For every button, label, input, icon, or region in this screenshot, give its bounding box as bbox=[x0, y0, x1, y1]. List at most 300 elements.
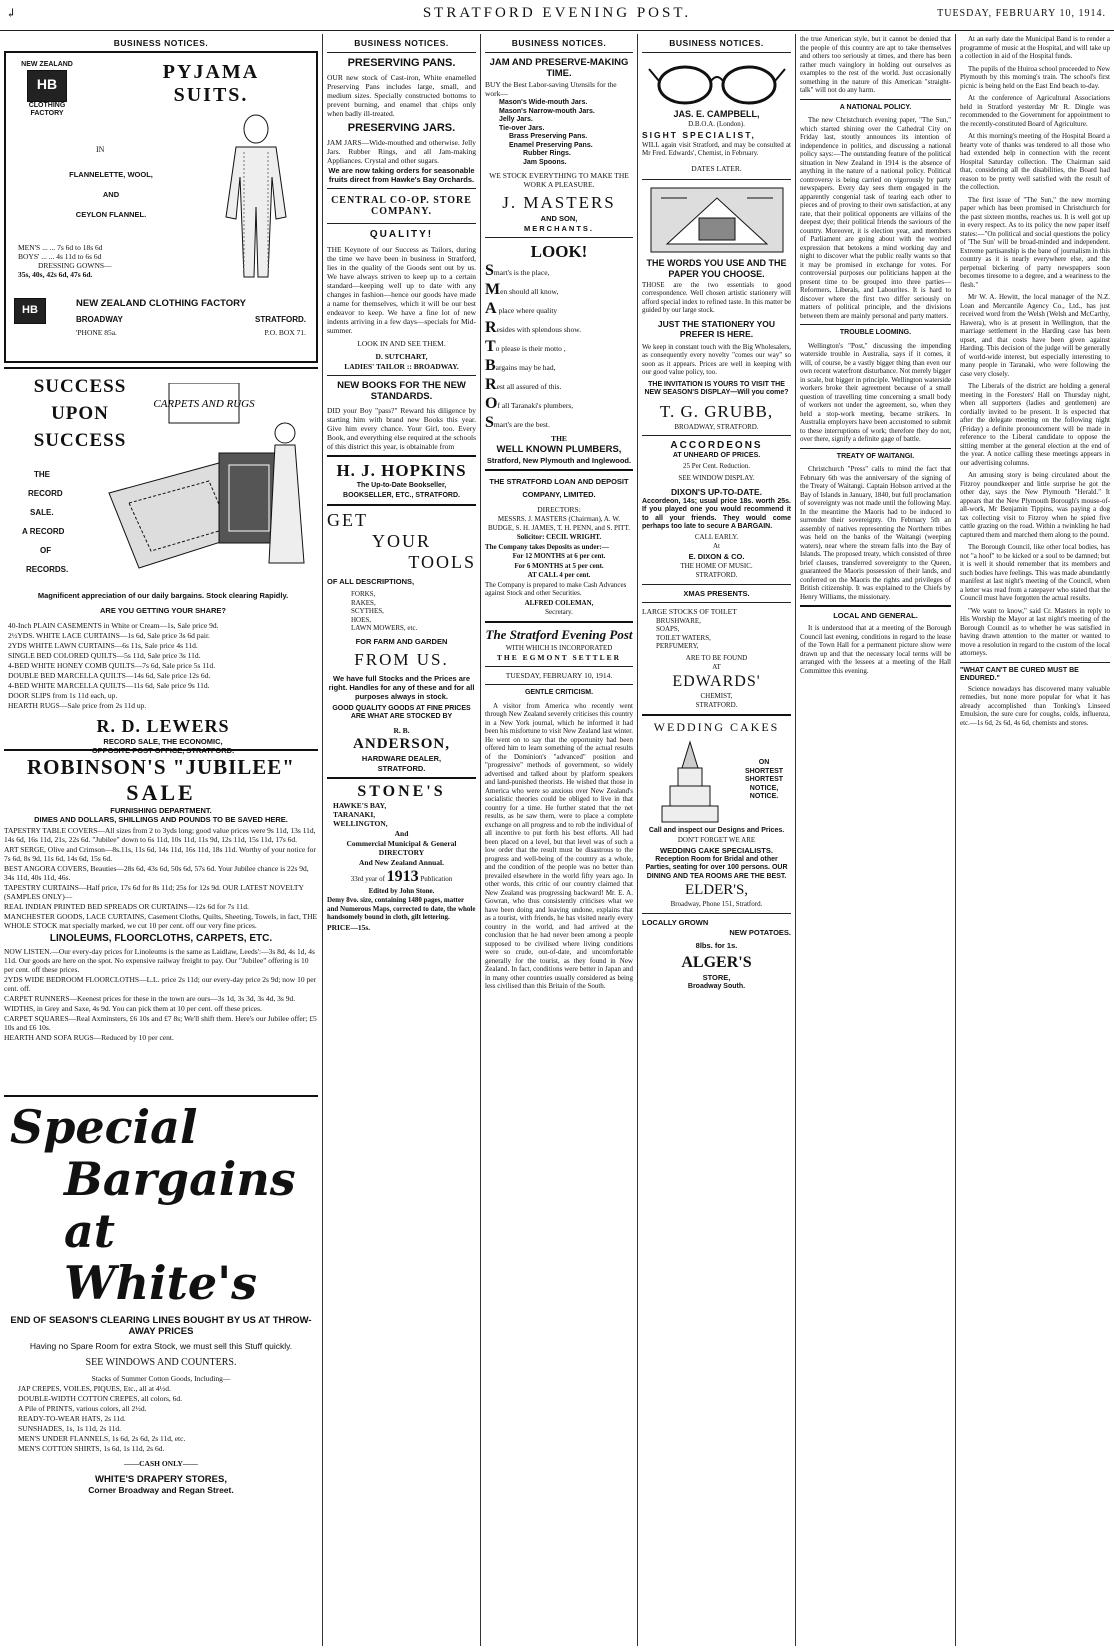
robinson-item: TAPESTRY CURTAINS—Half price, 17s 6d for 8s 11d; 25s for 12s 9d. OUR LATEST NOVELTY (SAMPLES ONLY)— bbox=[4, 883, 304, 901]
local-paragraph: The Borough Council, like other local bodies, has not "a hoof" to be kicked or a soul to be damned; but it is well it should remember that its members and such bodies have feelings. This was made abundantly manifest at last night's meeting of the Council, when a letter was read from a ratepayer who stated that the Council must have forgotten the actual results. bbox=[960, 543, 1110, 602]
linoleum-item: WIDTHS, in Grey and Saxe, 4s 9d. You can pick them at 10 per cent. off these prices. bbox=[4, 1004, 262, 1013]
lewers-item: DOUBLE BED MARCELLA QUILTS—14s 6d, Sale price 12s 6d. bbox=[8, 671, 211, 680]
robinson-item: MANCHESTER GOODS, LACE CURTAINS, Casement Cloths, Quilts, Sheeting, Towels, in fact, THE WHOLE STOCK mat specially marked, we cut 10 per cent. off our very fine prices. bbox=[4, 912, 318, 930]
xmas-presents: XMAS PRESENTS. bbox=[683, 588, 750, 598]
logo-top-text: NEW ZEALAND bbox=[21, 61, 73, 68]
new-books-title: NEW BOOKS FOR THE NEW STANDARDS. bbox=[337, 380, 466, 402]
share-question: ARE YOU GETTING YOUR SHARE? bbox=[100, 606, 226, 615]
whites-line: MEN'S UNDER FLANNELS, 1s 6d, 2s 6d, 2s 11d, etc. bbox=[18, 1434, 186, 1443]
broadway-label: BROADWAY bbox=[76, 315, 123, 324]
buy-line: BUY the Best Labor-saving Utensils for the work— bbox=[485, 80, 617, 98]
whites-corner: Corner Broadway and Regan Street. bbox=[88, 1485, 234, 1495]
deposit-rate: AT CALL 4 per cent. bbox=[527, 571, 591, 579]
desk-stationery-illustration bbox=[647, 184, 787, 256]
fabric-2: AND bbox=[102, 190, 120, 199]
acrostic-line bbox=[485, 358, 633, 376]
gentle-criticism-text: A visitor from America who recently went through New Zealand severely criticises this country in a New York journal, which he informed it had been his misfortune to visit New Zealand last winter. He went on to say that the opportunity had been offered him to learn something of the actual results of the Dominion's "advanced" position and "progressive" methods of government, so widely advertised and talked about by platform speakers and land-punished theorists. He wished that those in America who were so anxious over New Zealand's socialistic theories could be obliged to live in that country for a time. He further stated that the net results, as he saw them, were to place a complete exchange on all progress and to rob the individual of all incentive to put forth his best efforts. All had been placed on a level, but that level was of such a low order that the result must be disastrous to the progress and well-being of the country as a whole, and the condition of the people was no better than prevailed elsewhere in the world fifty years ago. In other words, this critic of our country claimed that New Zealand was progressing backward! Mr. E. A. Gowran, who thus consistently criticises what we have been doing and leaving undone, explains that as a tourist, with friends, he has visited nearly every country in the world, and had arrived at the conclusion that he had never been among a people supposed to be civilised where living conditions were so crude, out-of-date, and uncomfortable generally for the tourist, as they found in New Zealand. In fact, conditions were better in Japan and in many other countries usually considered as being less civilised than this Britain of the South. bbox=[485, 701, 633, 990]
factory-location bbox=[76, 315, 306, 324]
dixon-place: STRATFORD. bbox=[695, 571, 738, 579]
acrostic-line bbox=[485, 320, 633, 338]
robinson-item: TAPESTRY TABLE COVERS—All sizes from 2 to 3yds long; good value prices were 9s 11d, 13s 11d, 14s 6d, 16s 11d, 21s, 22s 6d. "Jubilee" down to 6s 11d, 10s 11d, 11s 9d, 12s 11d, 15s 11d, 17s 6d. bbox=[4, 826, 316, 844]
toilet-item: PERFUMERY, bbox=[656, 642, 699, 650]
lewers-item: 4-BED WHITE HONEY COMB QUILTS—7s 6d, Sale price 5s 11d. bbox=[8, 661, 216, 670]
stones-place: HAWKE'S BAY, bbox=[333, 800, 387, 810]
stones-publication: Publication bbox=[420, 874, 453, 883]
acrostic-text: f all Taranaki's plumbers, bbox=[497, 401, 574, 410]
toilet-item: TOILET WATERS, bbox=[656, 633, 711, 642]
local-paragraph: The Liberals of the district are holding a general meeting in the Foresters' Hall on Thursday night, when all supporters (ladies and gentlemen) are cordially invited to be present. It is expected that after the delegate meeting on the following night (Friday) a definite pronouncement will be made in reference to the Liberal candidate to oppose the sitting member at the general election at the end of the year. A notice calling these meetings appears in our advertising columns. bbox=[960, 382, 1110, 467]
stones-details: Demy 8vo. size, containing 1480 pages, matter and Numerous Maps, corrected to date, the whole handsomely bound in cloth, gilt lettering. bbox=[327, 896, 476, 921]
masters-name: J. MASTERS bbox=[502, 193, 616, 212]
jam-item: Tie-over Jars. bbox=[499, 124, 545, 132]
local-paragraph: The pupils of the Huiroa school proceeded to New Plymouth by this morning's train. The school's first picnic is being held on the East End beach to-day. bbox=[960, 64, 1110, 90]
whites-line: A Pile of PRINTS, various colors, all 2½d. bbox=[18, 1404, 147, 1413]
saved-line: DIMES AND DOLLARS, SHILLINGS AND POUNDS TO BE SAVED HERE. bbox=[34, 815, 288, 824]
lewers-name: R. D. LEWERS bbox=[96, 716, 230, 736]
tools-list bbox=[327, 590, 476, 633]
factory-info bbox=[76, 298, 306, 337]
divider bbox=[327, 188, 476, 189]
hopkins-sub: The Up-to-Date Bookseller, bbox=[356, 482, 447, 489]
stones-place: WELLINGTON, bbox=[333, 818, 388, 828]
script-special: Special bbox=[10, 1101, 198, 1154]
dixon-at: At bbox=[713, 542, 720, 550]
chemist-place: STRATFORD. bbox=[695, 701, 738, 709]
deposit-rate: For 6 MONTHS at 5 per cent. bbox=[514, 561, 604, 570]
lewers-item: HEARTH RUGS—Sale price from 2s 11d up. bbox=[8, 701, 147, 710]
campbell-visit-note: WILL again visit Stratford, and may be consulted at Mr Fred. Edwards', Chemist, in February. bbox=[642, 140, 791, 157]
acrostic-line bbox=[485, 301, 633, 319]
divider bbox=[642, 602, 791, 603]
dixon-name: E. DIXON & CO. bbox=[688, 551, 745, 561]
robinson-items bbox=[4, 826, 318, 930]
stones-places bbox=[327, 801, 476, 828]
anderson-name: ANDERSON, bbox=[353, 735, 450, 752]
divider bbox=[642, 435, 791, 436]
words-you-use-title: THE WORDS YOU USE AND THE PAPER YOU CHOOSE. bbox=[646, 257, 787, 279]
divider bbox=[642, 913, 791, 914]
tool-item: LAWN MOWERS, etc. bbox=[351, 624, 418, 632]
we-stock-line: WE STOCK EVERYTHING TO MAKE THE WORK A PLEASURE. bbox=[489, 171, 629, 189]
divider bbox=[327, 504, 476, 506]
toilet-item: SOAPS, bbox=[656, 625, 680, 633]
linoleum-item: 2YDS WIDE BEDROOM FLOORCLOTHS—L.L. price 2s 11d; our every-day price 2s 9d; now 10 per cent. off. bbox=[4, 975, 317, 993]
linoleum-item: CARPET SQUARES—Real Axminsters, £6 10s and £7 8s; We'll shift them. Here's our Jubilee offer; £5 10s and £6 10s. bbox=[4, 1014, 317, 1032]
column-3 bbox=[480, 34, 637, 1646]
acrostic-initial: B bbox=[485, 357, 496, 374]
notice-word: SHORTEST bbox=[744, 767, 784, 775]
dont-forget: DON'T FORGET WE ARE bbox=[677, 836, 756, 844]
deposits-line: The Company takes Deposits as under:— bbox=[485, 542, 609, 551]
jam-list bbox=[485, 99, 633, 167]
whites-line: MEN'S COTTON SHIRTS, 1s 6d, 1s 11d, 2s 6d. bbox=[18, 1444, 165, 1453]
masthead bbox=[0, 0, 1114, 31]
jam-item: Jelly Jars. bbox=[499, 116, 533, 123]
call-inspect: Call and inspect our Designs and Prices. bbox=[648, 826, 785, 834]
lewers-item: 40-Inch PLAIN CASEMENTS in White or Cream—1s, Sale price 9d. bbox=[8, 621, 219, 630]
factory-name: NEW ZEALAND CLOTHING FACTORY bbox=[76, 298, 246, 309]
acrostic-initial: S bbox=[485, 262, 494, 279]
notice-word: NOTICE, bbox=[749, 784, 779, 792]
preserving-jars-text: JAM JARS—Wide-mouthed and otherwise. Jelly Jars. Rubber Rings, and all Jam-making Appliances. Crystal and other sugars. bbox=[327, 138, 476, 165]
preserving-jars-title: PRESERVING JARS. bbox=[347, 122, 456, 134]
advances-line: The Company is prepared to make Cash Advances against Stock and other Securities. bbox=[485, 580, 627, 597]
sight-specialist: SIGHT SPECIALIST, bbox=[642, 129, 756, 140]
divider bbox=[4, 367, 318, 369]
robinson-item: ART SERGE, Olive and Crimson—8s.11s, 11s 6d, 14s 11d, 16s 11d, 18s 11d. Worthy of your notice for 7s 6d, 8s 9d, 11s 6d, 14s 6d, 15s 6d. bbox=[4, 845, 316, 863]
hopkins-name: H. J. HOPKINS bbox=[336, 461, 467, 480]
acrostic-line bbox=[485, 263, 633, 281]
divider bbox=[642, 52, 791, 53]
window-display: SEE WINDOW DISPLAY. bbox=[678, 474, 755, 482]
locally-grown: LOCALLY GROWN bbox=[642, 917, 709, 927]
orders-note: We are now taking orders for seasonable fruits direct from Hawke's Bay Orchards. bbox=[328, 166, 475, 184]
edwards-at: AT bbox=[712, 663, 721, 671]
pyjama-title: PYJAMA SUITS. bbox=[162, 61, 260, 106]
secretary-name: ALFRED COLEMAN, bbox=[524, 598, 594, 607]
lewers-item: SINGLE BED COLORED QUILTS—5s 11d, Sale price 3s 11d. bbox=[8, 651, 201, 660]
jam-item: Enamel Preserving Pans. bbox=[509, 141, 593, 149]
carpets-and-rugs-illustration bbox=[99, 383, 314, 583]
column-6 bbox=[955, 34, 1114, 1646]
paper-title: STRATFORD EVENING POST. bbox=[422, 5, 692, 21]
acrostic-initial: O bbox=[485, 395, 498, 412]
divider bbox=[4, 1095, 318, 1097]
hb-logo-mark: HB bbox=[27, 70, 67, 102]
article-continuation: the true American style, but it cannot be denied that the people of this country are apt to take themselves and others too seriously at times, and there has been rather much vainglory in holding out ourselves as examples to the rest of the world. Just occasionally something in the nature of this American "straight-talk" will not do any harm. bbox=[800, 35, 951, 94]
campbell-qualification: D.B.O.A. (London). bbox=[688, 120, 745, 128]
invitation-line: THE INVITATION IS YOURS TO VISIT THE NEW SEASON'S DISPLAY—Will you come? bbox=[644, 380, 789, 396]
whites-lines bbox=[4, 1384, 318, 1453]
preserving-pans-text: OUR new stock of Cast-iron, White enamelled Preserving Pans includes large, small, and medium sizes. Specially constructed bottoms to prevent burning, and enamel that chips only when badly ill-treated. bbox=[327, 73, 476, 118]
hb-logo bbox=[14, 61, 80, 119]
look-in-line: LOOK IN AND SEE THEM. bbox=[357, 339, 446, 348]
sutchart-name: D. SUTCHART, bbox=[375, 352, 428, 361]
whites-line: DOUBLE-WIDTH COTTON CREPES, all colors, 6d. bbox=[18, 1394, 183, 1403]
divider bbox=[485, 469, 633, 471]
ladies-tailor: LADIES' TAILOR :: BROADWAY. bbox=[344, 362, 459, 371]
whites-bargains-ad bbox=[4, 1101, 318, 1531]
national-policy-text: The new Christchurch evening paper, "The Sun," which started shining over the Cathedral City on Friday last, stoutly announces its intention of independence in politics, and discussing a national policy says:—The outstanding feature of the political situation in New Zealand in 1914 is the absence of anything in the nature of a national policy. Political controversy is being carried on vigorously by party newspapers. Every day sees them engaged in the apparently congenial task of tearing each other to pieces and of proving to their own satisfaction, at any rate, that their political opponents are villains of the deepest dye; their political friends the saviours of the country. Moreover, it is election year, and members of Parliament are going about with the worried expression that betokens a mind working day and night to discover what the public really wants so that it may be promised in exchange for votes. For controversial purposes our politicians happen at the present time to be grouped into three parties—Reformers, Liberals, and Labourites. It is hard to discover where the first two differ seriously on matters of political principle, and the divisions between them are mainly personal and party matters. bbox=[800, 116, 951, 320]
local-general-text: It is understood that at a meeting of the Borough Council last evening, conditions in regard to the lease of the Town Hall for a permanent picture show were drawn up and that the necessary local terms will be arranged with the lessees at a meeting of the Hall Committee this evening. bbox=[800, 624, 951, 675]
lewers-record-sale-ad bbox=[4, 373, 318, 755]
toilet-stocks: LARGE STOCKS OF TOILET bbox=[642, 606, 737, 616]
man-in-pyjamas-illustration bbox=[206, 107, 306, 287]
acrostic-line bbox=[485, 377, 633, 395]
cake-specialists: WEDDING CAKE SPECIALISTS. bbox=[660, 845, 773, 855]
algers-name: ALGER'S bbox=[681, 953, 752, 971]
record-line-2: RECORD bbox=[28, 489, 63, 498]
waitangi-text: Christchurch "Press" calls to mind the fact that February 6th was the anniversary of the signing of the Treaty of Waitangi. Captain Hobson arrived at the Bay of Islands in January, 1840, but full proclamation of sovereignty was not made until the following May. In the meantime the Maoris had to be induced to surrender their sovereignty. On February 5th an assembly of natives representing the Northern tribes was held on the banks of the Waitangi (weeping waters), near where the stream falls into the Bay of Islands. The proposed treaty, which consisted of three brief clauses, transferred sovereignty to the Queen, guaranteed the Maoris possession of their lands, and conferred on the Maoris the rights and privileges of British citizenship. It was explained to the Chiefs by Henry Williams, the missionary. bbox=[800, 465, 951, 601]
whites-line: SUNSHADES, 1s, 1s 11d, 2s 11d. bbox=[18, 1424, 122, 1433]
incorporated-line: WITH WHICH IS INCORPORATED bbox=[505, 643, 613, 652]
logo-bottom-text: CLOTHING FACTORY bbox=[28, 101, 66, 117]
acrostic-text: place where quality bbox=[496, 306, 558, 315]
lewers-item: 2YDS WHITE LAWN CURTAINS—6s 11s, Sale price 4s 11d. bbox=[8, 641, 198, 650]
clearing-lines: END OF SEASON'S CLEARING LINES BOUGHT BY US AT THROW-AWAY PRICES bbox=[10, 1315, 312, 1337]
local-paragraph: "We want to know," said Cr. Masters in reply to His Worship the Mayor at last night's meeting of the Borough Council as to whether he was satisfied in having drawn attention to the matter or wanted to move a resolution in regard to the custom of the local attorneys. bbox=[960, 606, 1110, 657]
divider bbox=[327, 223, 476, 224]
acrostic-text: esides with splendous show. bbox=[496, 325, 582, 334]
algers-store: STORE, bbox=[702, 972, 731, 982]
plumbers-places: Stratford, New Plymouth and Inglewood. bbox=[486, 456, 632, 465]
acrostic-initial: R bbox=[485, 376, 497, 393]
record-line-5: OF bbox=[40, 546, 52, 555]
script-at-whites: at White's bbox=[64, 1204, 258, 1310]
appreciation-line: Magnificent appreciation of our daily bargains. Stock clearing Rapidly. bbox=[37, 591, 289, 600]
gowns-label: DRESSING GOWNS— bbox=[38, 261, 112, 270]
acrostic-line bbox=[485, 339, 633, 357]
preserving-pans-title: PRESERVING PANS. bbox=[347, 57, 456, 69]
grubb-name: T. G. GRUBB, bbox=[659, 401, 774, 421]
stones-title: STONE'S bbox=[357, 782, 446, 800]
chemist-label: CHEMIST, bbox=[700, 691, 733, 700]
divider bbox=[485, 666, 633, 667]
cash-only: ——CASH ONLY—— bbox=[124, 1459, 198, 1468]
jam-title: JAM AND PRESERVE-MAKING TIME. bbox=[489, 57, 629, 79]
factory-phone: 'PHONE 85a. bbox=[76, 328, 117, 337]
acrostic-initial: T bbox=[485, 338, 496, 355]
lewers-tagline-2: OPPOSITE POST OFFICE, STRATFORD. bbox=[91, 746, 235, 755]
egmont-settler: THE EGMONT SETTLER bbox=[496, 653, 622, 662]
good-quality-note: GOOD QUALITY GOODS AT FINE PRICES ARE WHAT ARE STOCKED BY bbox=[332, 704, 471, 720]
plumbers-name: WELL KNOWN PLUMBERS, bbox=[496, 444, 622, 455]
record-lines bbox=[14, 465, 94, 579]
smarts-acrostic bbox=[485, 263, 633, 433]
linoleum-heading: LINOLEUMS, FLOORCLOTHS, CARPETS, ETC. bbox=[49, 933, 273, 944]
pyjama-suits-ad bbox=[4, 51, 318, 363]
divider bbox=[800, 99, 951, 100]
lewers-item-list bbox=[8, 621, 318, 710]
unheard-prices: AT UNHEARD OF PRICES. bbox=[672, 452, 761, 459]
stones-year: 1913 bbox=[386, 867, 419, 885]
found-line: ARE TO BE FOUND bbox=[685, 653, 748, 662]
tool-item: RAKES, bbox=[351, 598, 376, 607]
home-of-music: THE HOME OF MUSIC. bbox=[680, 561, 753, 570]
your-word: YOUR bbox=[371, 531, 431, 551]
jam-item: Brass Preserving Pans. bbox=[509, 133, 588, 140]
trouble-looming-text: Wellington's "Post," discussing the impending waterside trouble in Australia, says if it comes, it will, of course, be a vastly bigger thing than even our own recent waterfront disturbance. Not merely bigger in scale, but bigger in principle. Wellington waterside workers broke their agreement because of a small question of travelling time concerning a small body of workers not under the agreement, so, when they held a stop-work meeting, became strikers. In Australia employers have been accustomed to submit to these interruptions of work; therefore they do not, over there, signify a definite gage of battle. bbox=[800, 341, 951, 443]
farm-garden: FOR FARM AND GARDEN bbox=[355, 636, 448, 646]
deposit-rate: For 12 MONTHS at 6 per cent. bbox=[512, 552, 606, 560]
pyjama-in: IN bbox=[96, 145, 105, 154]
stratford-label: STRATFORD. bbox=[255, 315, 306, 324]
fabric-1: FLANNELETTE, WOOL, bbox=[69, 170, 153, 179]
hardware-dealer: HARDWARE DEALER, bbox=[361, 753, 442, 763]
the-label: THE bbox=[551, 434, 567, 443]
elders-name: ELDER'S, bbox=[684, 882, 749, 898]
acrostic-text: en should all know, bbox=[500, 287, 559, 296]
lewers-item: 2½YDS. WHITE LACE CURTAINS—1s 6d, Sale price 3s 6d pair. bbox=[8, 631, 210, 640]
furnishing-dept: FURNISHING DEPARTMENT. bbox=[110, 806, 212, 815]
notice-word: NOTICE. bbox=[749, 793, 779, 801]
robinson-item: BEST ANGORA COVERS, Beauties—28s 6d, 43s 6d, 50s 6d, 57s 6d. Your Jubilee chance is 22s 9d, 34s 11d, 40s 11d, 46s. bbox=[4, 864, 309, 882]
robinson-sale: SALE bbox=[126, 780, 196, 805]
gowns-prices: 35s, 40s, 42s 6d, 47s 6d. bbox=[18, 270, 93, 279]
directors-list: MESSRS. J. MASTERS (Chairman), A. W. BUDGE, S. H. JAMES, T. H. PENN, and S. PITT. bbox=[488, 515, 630, 532]
loan-company-title: THE STRATFORD LOAN AND DEPOSIT COMPANY, LIMITED. bbox=[489, 477, 629, 499]
column-5 bbox=[795, 34, 955, 1646]
rb-initials: R. B. bbox=[393, 725, 410, 735]
gentle-criticism-title: GENTLE CRITICISM. bbox=[524, 689, 594, 696]
local-paragraph: An amusing story is being circulated about the Fitzroy poundkeeper and little surprise he got the other day, says the New Plymouth "Herald." It appears that the New Plymouth Borough's mouse-of-all-work, Mr Benjamin Tippins, was paying a dog tax collecting visit to Fitzroy when he spied five cattle grazing on the road. Within a twinkling he had captured them and marched them along to the pound. bbox=[960, 471, 1110, 539]
acrostic-text: est all assured of this. bbox=[496, 382, 562, 391]
stocks-note: We have full Stocks and the Prices are right. Handles for any of these and for all purposes always in stock. bbox=[328, 673, 475, 701]
business-notices-header: BUSINESS NOTICES. bbox=[511, 38, 607, 48]
divider bbox=[800, 448, 951, 449]
edwards-name: EDWARDS' bbox=[672, 672, 761, 690]
national-policy-title: A NATIONAL POLICY. bbox=[839, 103, 912, 111]
acrostic-text: argains may be had, bbox=[495, 363, 556, 372]
divider bbox=[960, 662, 1110, 663]
toilet-list bbox=[642, 617, 791, 651]
whites-line: READY-TO-WEAR HATS, 2s 11d. bbox=[18, 1414, 126, 1423]
robinsons-jubilee-ad bbox=[4, 755, 318, 1091]
call-early: CALL EARLY. bbox=[694, 532, 739, 541]
lewers-item: 4-BED WHITE MARCELLA QUILTS—11s 6d, Sale price 9s 11d. bbox=[8, 681, 210, 690]
jam-item: Mason's Wide-mouth Jars. bbox=[499, 99, 588, 106]
masthead-date: TUESDAY, FEBRUARY 10, 1914. bbox=[937, 8, 1106, 19]
price-list bbox=[18, 243, 198, 279]
stones-price: PRICE—15s. bbox=[327, 922, 371, 932]
linoleum-items bbox=[4, 947, 318, 1042]
stones-edited: Edited by John Stone. bbox=[368, 886, 435, 895]
script-bargains: Bargains bbox=[64, 1152, 296, 1206]
divider bbox=[485, 684, 633, 685]
acrostic-initial: A bbox=[485, 300, 497, 317]
corner-mark: ↲ bbox=[6, 6, 17, 20]
acrostic-line bbox=[485, 396, 633, 414]
just-stationery-text: We keep in constant touch with the Big Wholesalers, as consequently every novelty "comes our way" so soon as it appears. Prices are well in keeping with our good value policy, too. bbox=[642, 342, 791, 376]
hopkins-sub-2: BOOKSELLER, ETC., STRATFORD. bbox=[343, 491, 460, 499]
toilet-item: BRUSHWARE, bbox=[656, 616, 701, 625]
from-us: FROM US. bbox=[354, 649, 449, 669]
lewers-item: DOOR SLIPS from 1s 11d each, up. bbox=[8, 691, 118, 700]
cured-title: "WHAT CAN'T BE CURED MUST BE ENDURED." bbox=[960, 666, 1079, 682]
success-line-1: SUCCESS bbox=[33, 376, 127, 397]
acrostic-initial: S bbox=[485, 414, 494, 431]
solicitor: Solicitor: CECIL WRIGHT. bbox=[516, 533, 602, 541]
divider bbox=[327, 777, 476, 779]
fabrics-list bbox=[26, 165, 196, 225]
see-windows: SEE WINDOWS AND COUNTERS. bbox=[85, 1357, 237, 1368]
lewers-tagline-1: RECORD SALE, THE ECONOMIC, bbox=[103, 737, 223, 746]
local-paragraph: The first issue of "The Sun," the new morning paper which has been promised in Christchurch for the past sixteen months, reaches us. It is well got up in every respect. As to its policy the new paper itself states:—"On political and social questions the policy of 'The Sun' will be broad-minded and independent. Extreme partisanship is the bane of journalism in this country as it is nearly everywhere else, and the perpetual bickering of party newspapers soon becomes tiresome to a degree, and a weariness to the flesh." bbox=[960, 195, 1110, 289]
hb-logo-mark-small: HB bbox=[14, 298, 46, 324]
acrostic-line bbox=[485, 282, 633, 300]
fabric-3: CEYLON FLANNEL. bbox=[75, 210, 147, 219]
tool-item: SCYTHES, bbox=[351, 607, 384, 615]
stones-edition bbox=[327, 868, 476, 886]
potato-price: 8lbs. for 1s. bbox=[695, 940, 738, 950]
get-word: GET bbox=[327, 510, 368, 530]
divider bbox=[485, 237, 633, 238]
wedding-cake-illustration bbox=[642, 736, 737, 826]
divider bbox=[327, 375, 476, 376]
acrostic-text: o please is their motto , bbox=[495, 344, 566, 353]
robinson-title: ROBINSON'S "JUBILEE" bbox=[27, 755, 295, 779]
coop-title: CENTRAL CO-OP. STORE COMPANY. bbox=[331, 195, 472, 217]
divider bbox=[800, 324, 951, 325]
local-paragraph: At this morning's meeting of the Hospital Board a hearty vote of thanks was tendered to all those who had extended help in connection with the recent Hospital Saturday collection. The Chairman said that, considering all the disabilities, the Board had reason to be pretty well satisfied with the result of the collection. bbox=[960, 132, 1110, 191]
business-notices-header: BUSINESS NOTICES. bbox=[669, 38, 764, 48]
acrostic-text: mart's are the best. bbox=[493, 420, 550, 429]
of-all-descriptions: OF ALL DESCRIPTIONS, bbox=[327, 577, 415, 586]
jam-item: Rubber Rings. bbox=[523, 150, 571, 157]
column-1 bbox=[0, 34, 322, 1646]
lewers-body bbox=[8, 591, 318, 755]
stacks-line: Stacks of Summer Cotton Goods, Including— bbox=[91, 1374, 231, 1383]
tool-item: HOES, bbox=[351, 615, 372, 624]
whites-line: JAP CREPES, VOILES, PIQUES, Etc., all at 4½d. bbox=[18, 1384, 171, 1393]
tools-word: TOOLS bbox=[408, 552, 476, 572]
divider bbox=[642, 714, 791, 716]
whites-store: WHITE'S DRAPERY STORES, bbox=[95, 1474, 227, 1485]
secretary-label: Secretary. bbox=[545, 608, 573, 616]
notice-word: ON bbox=[758, 759, 770, 767]
reception-room: Reception Room for Bridal and other Parties, seating for over 100 persons. OUR DINING AND TEA ROOMS ARE THE BEST. bbox=[645, 855, 788, 880]
just-stationery-title: JUST THE STATIONERY YOU PREFER IS HERE. bbox=[657, 318, 776, 339]
acrostic-text: mart's is the place, bbox=[493, 268, 550, 277]
carpets-sign-text: CARPETS AND RUGS bbox=[153, 398, 255, 410]
cured-text: Science nowadays has discovered many valuable remedies, but none more popular for what it has already accomplished than Tonking's Linseed Emulsion, the sure cure for coughs, colds, influenza, etc.—1s 6d, 2s 6d, 4s 6d, chemists and stores. bbox=[960, 684, 1110, 727]
divider bbox=[800, 605, 951, 607]
hardware-stratford: STRATFORD. bbox=[377, 763, 426, 773]
jam-item: Mason's Narrow-mouth Jars. bbox=[499, 107, 595, 115]
record-line-1: THE bbox=[34, 470, 50, 479]
divider bbox=[327, 455, 476, 457]
acrostic-initial: M bbox=[485, 281, 501, 298]
reduction-line: 25 Per Cent. Reduction. bbox=[682, 461, 751, 470]
divider bbox=[642, 584, 791, 585]
success-line-3: SUCCESS bbox=[33, 430, 127, 451]
linoleum-item: NOW LISTEN.—Our every-day prices for Linoleums is the same as Laidlaw, Leeds':—3s 8d, 4s 1d, 4s 11d. Our goods are here on the spot. No expensive railway freight to pay. Our "Jubilee" offering is 10 per cent. off these prices. bbox=[4, 947, 315, 974]
elders-address: Broadway, Phone 151, Stratford. bbox=[670, 900, 763, 908]
mens-price: MEN'S ... ... 7s 6d to 18s 6d bbox=[18, 243, 103, 252]
divider bbox=[485, 52, 633, 53]
local-general-title: LOCAL AND GENERAL. bbox=[833, 611, 918, 620]
stones-directory: Commercial Municipal & General DIRECTORY bbox=[346, 838, 457, 857]
accordeons-title: ACCORDEONS bbox=[670, 440, 763, 451]
linoleum-item: CARPET RUNNERS—Keenest prices for these in the town are ours—3s 1d, 3s 3d, 3s 4d, 3s 9d. bbox=[4, 994, 296, 1003]
column-4 bbox=[637, 34, 795, 1646]
factory-contacts bbox=[76, 328, 306, 337]
directors-label: DIRECTORS: bbox=[537, 505, 581, 514]
factory-po-box: P.O. BOX 71. bbox=[264, 328, 306, 337]
hb-logo-bottom bbox=[14, 298, 46, 324]
divider bbox=[642, 179, 791, 180]
record-line-4: A RECORD bbox=[22, 527, 65, 536]
record-line-3: SALE. bbox=[30, 508, 54, 517]
spare-room-line: Having no Spare Room for extra Stock, we must sell this Stuff quickly. bbox=[29, 1341, 293, 1351]
quality-text: THE Keynote of our Success as Tailors, during the time we have been in business in Stratford, lies in the quality of the Goods sent out by us. We have always striven to keep up to a certain standard—keeping well up to date with any changes in fashion—hence our goods have made a name for themselves, which it will be our best endeavor to keep. We have a fine lot of new indents arriving in a few days—specials for Mid-summer. bbox=[327, 245, 476, 335]
merchants-label: MERCHANTS. bbox=[524, 224, 594, 233]
algers-address: Broadway South. bbox=[687, 982, 746, 990]
acrostic-initial: R bbox=[485, 319, 497, 336]
business-notices-header: BUSINESS NOTICES. bbox=[354, 38, 449, 48]
notice-words bbox=[737, 759, 791, 802]
grubb-address: BROADWAY, STRATFORD. bbox=[674, 422, 759, 431]
stones-and: And bbox=[394, 828, 409, 838]
wedding-cakes-title: WEDDING CAKES bbox=[653, 719, 780, 734]
business-notices-header: BUSINESS NOTICES. bbox=[113, 38, 209, 48]
tool-item: FORKS, bbox=[351, 590, 376, 598]
local-paragraph: At an early date the Municipal Band is to render a programme of music at the Hospital, and will take up a collection in aid of the Hospital funds. bbox=[960, 35, 1110, 60]
local-paragraph: Mr W. A. Hewitt, the local manager of the N.Z. Loan and Mercantile Agency Co., Ltd., has just received word from the Welsh (Welsh and McCarthy, Hawera), who is at present in Wellington, that the marriage settlement in the Harding case has been upset, and that costs have been given against Harding. This decision of the judge will be generally of world-wide interest, but especially interesting to many people in Taranaki, who were following the case very closely. bbox=[960, 293, 1110, 378]
jam-item: Jam Spoons. bbox=[523, 158, 567, 166]
divider bbox=[327, 52, 476, 53]
success-line-2: UPON bbox=[51, 403, 109, 424]
